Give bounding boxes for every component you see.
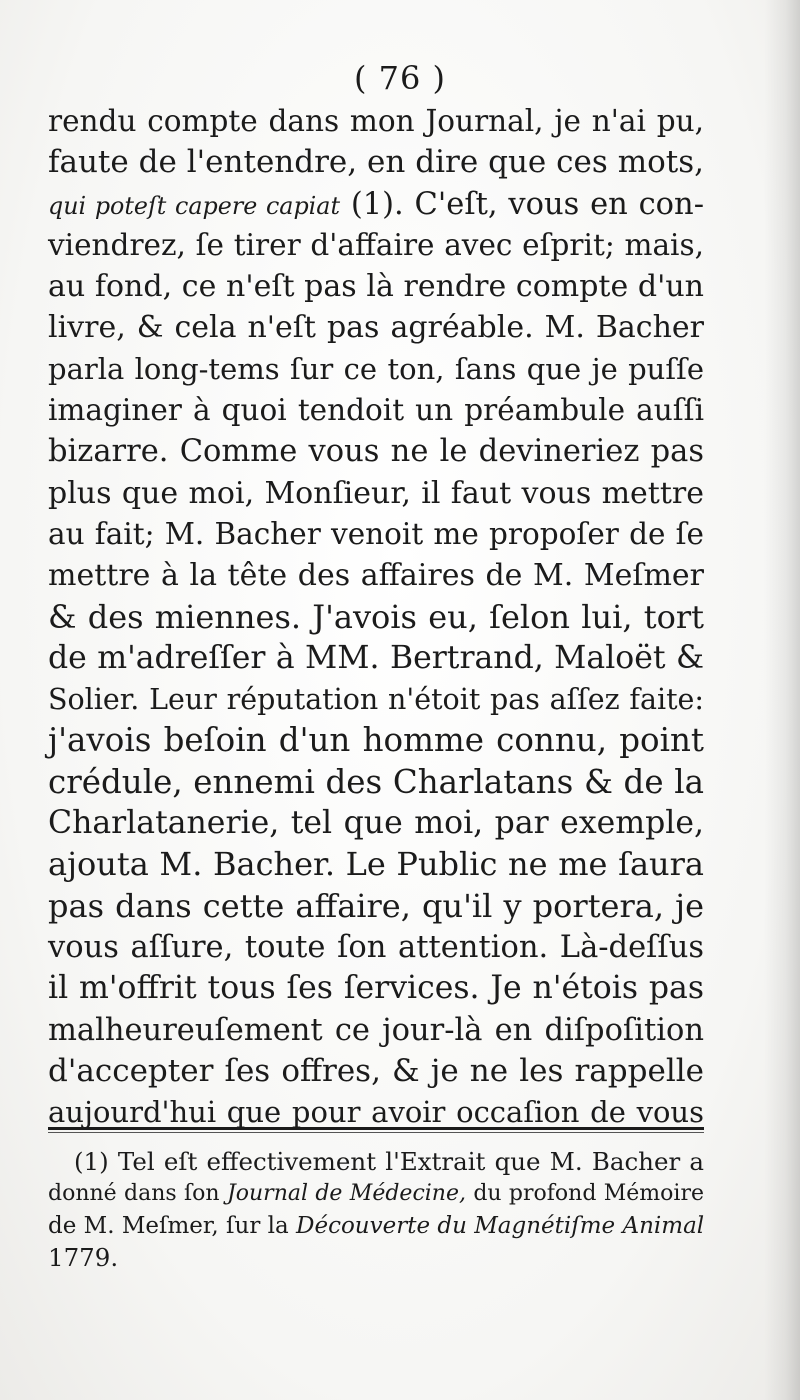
- text-line: vous aſſure, toute ſon attention. Là-deſſus: [48, 929, 704, 965]
- footnote-text: du profond Mémoire: [473, 1181, 704, 1206]
- text-line: mettre à la tête des affaires de M. Meſmer: [48, 558, 704, 594]
- footnote-line: [48, 1178, 704, 1210]
- text-line: viendrez, ſe tirer d'affaire avec eſprit; mais,: [48, 227, 704, 262]
- footnote-line: (1) Tel eſt effectivement l'Extrait que M. Bacher a: [74, 1147, 704, 1176]
- text-line: pas dans cette affaire, qu'il y portera, je: [48, 886, 704, 925]
- footnote-line: [48, 1210, 704, 1242]
- text-line: plus que moi, Monſieur, il faut vous mettre: [48, 475, 704, 511]
- text-line-rest: (1). C'eſt, vous en con-: [350, 186, 704, 222]
- latin-quote: qui poteſt capere capiat: [48, 191, 341, 220]
- footnote-rule: [48, 1127, 704, 1130]
- text-line: livre, & cela n'eſt pas agréable. M. Bacher: [48, 310, 704, 346]
- footnote-text: donné dans ſon: [48, 1181, 220, 1206]
- text-line: imaginer à quoi tendoit un préambule auſſi: [48, 393, 704, 428]
- text-line: Solier. Leur réputation n'étoit pas aſſez faite:: [48, 683, 704, 717]
- footnote-line: 1779.: [48, 1243, 119, 1272]
- text-line: d'accepter ſes offres, & je ne les rappelle: [48, 1052, 704, 1089]
- text-line: Charlatanerie, tel que moi, par exemple,: [48, 805, 704, 842]
- text-line: aujourd'hui que pour avoir occaſion de vous: [48, 1095, 704, 1130]
- text-line: malheureuſement ce jour-là en diſpoſition: [48, 1012, 704, 1048]
- text-line: parla long-tems ſur ce ton, ſans que je puſſe: [48, 351, 704, 386]
- body-text: [48, 101, 704, 1133]
- text-line: de m'adreſſer à MM. Bertrand, Maloët &: [48, 639, 704, 676]
- text-line: il m'offrit tous ſes ſervices. Je n'étois pas: [48, 970, 704, 1007]
- page-gutter-shadow: [764, 0, 800, 1400]
- text-line: crédule, ennemi des Charlatans & de la: [48, 762, 704, 801]
- footnote: [48, 1146, 704, 1274]
- footnote-text: de M. Meſmer, ſur la: [48, 1213, 289, 1239]
- text-line: j'avois beſoin d'un homme connu, point: [48, 721, 704, 760]
- text-line: au fond, ce n'eſt pas là rendre compte d'un: [48, 269, 704, 305]
- journal-title: Journal de Médecine,: [226, 1181, 466, 1206]
- text-line: bizarre. Comme vous ne le devineriez pas: [48, 434, 704, 470]
- text-line: faute de l'entendre, en dire que ces mots,: [48, 144, 704, 181]
- text-line: ajouta M. Bacher. Le Public ne me ſaura: [48, 845, 704, 884]
- text-line: rendu compte dans mon Journal, je n'ai pu,: [48, 104, 704, 138]
- page-number: ( 76 ): [353, 59, 447, 97]
- text-line: au fait; M. Bacher venoit me propoſer de ſe: [48, 516, 704, 551]
- footnote-rule-thin: [48, 1132, 704, 1133]
- text-line-with-quote: [48, 184, 704, 225]
- work-title: Découverte du Magnétiſme Animal: [296, 1213, 705, 1239]
- text-line: & des miennes. J'avois eu, ſelon lui, tort: [48, 597, 704, 636]
